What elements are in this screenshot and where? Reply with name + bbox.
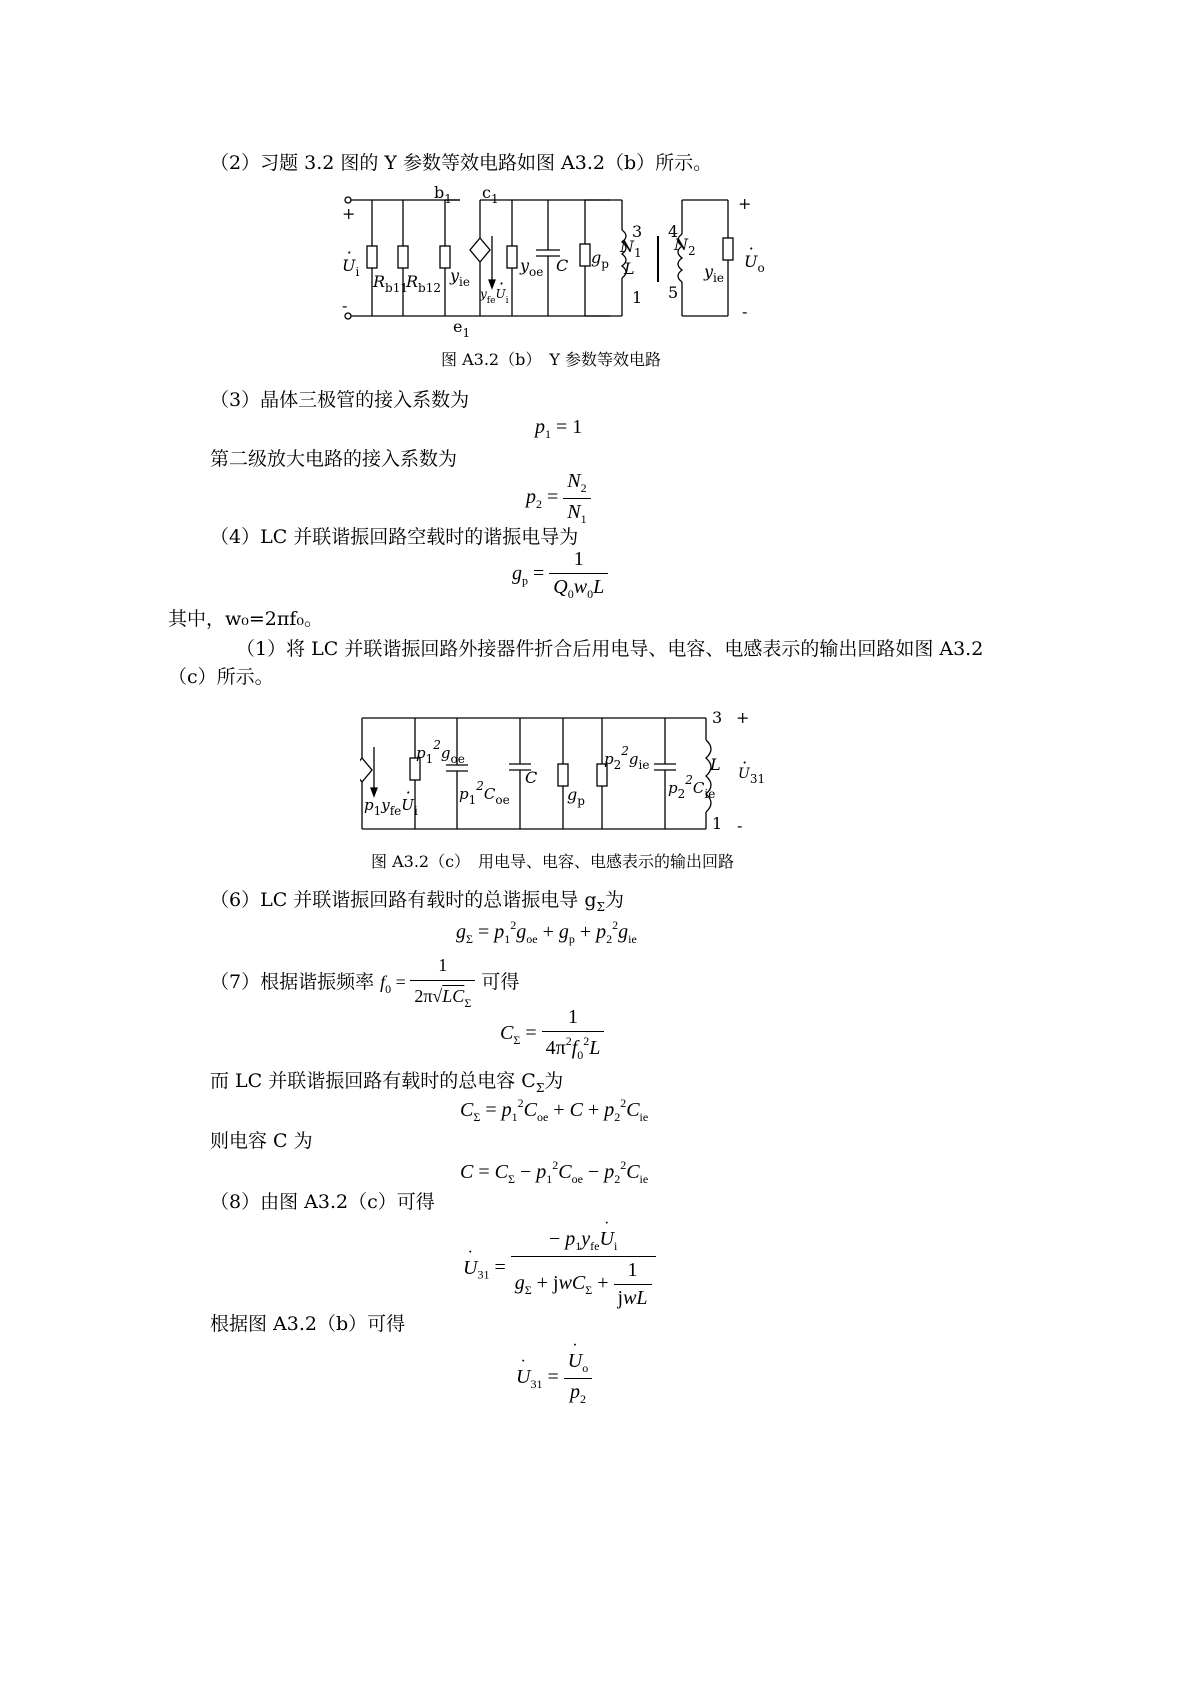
fig-c-p2gie-label: $p_2^2g_{ie}$	[604, 744, 650, 772]
paragraph-1b: （c）所示。	[168, 666, 274, 688]
fig-c-l-label: L	[710, 755, 721, 774]
fig-b-rb12-label: $R_{b12}$	[406, 272, 441, 295]
equation-c-sigma: $C_\Sigma$ = $\frac{1}{4\pi^2f_0^2L}$	[500, 1006, 604, 1063]
fig-b-yfe-label: $y_{fe}\cdot U_i$	[480, 284, 508, 311]
fig-c-p1coe-label: $p_1^2C_{oe}$	[459, 779, 510, 807]
fig-b-plus-out: +	[738, 194, 752, 213]
fig-b-gp-label: $g_p$	[591, 248, 609, 271]
fig-b-node-e1: $e_1$	[453, 317, 471, 340]
fig-b-l-label: L	[624, 259, 635, 278]
paragraph-3b: 第二级放大电路的接入系数为	[210, 448, 458, 470]
equation-u31: · $U_{31}$ = − $p_1y_{fe}\cdot U_i$ $g_\Sigma + jwC_\Sigma$ + $\frac{1}{\text{jwL}}$	[463, 1228, 656, 1310]
equation-g-sigma: $g_\Sigma = p_1^2g_{oe} + g_p + p_2^2g_{ie}$	[456, 918, 637, 946]
fig-b-pin-1: 1	[632, 288, 643, 307]
fig-c-u31-label: · U31	[738, 764, 765, 789]
fig-c-minus: -	[737, 816, 743, 835]
fig-b-pin-3: 3	[632, 222, 643, 241]
paragraph-2: （2）习题 3.2 图的 Y 参数等效电路如图 A3.2（b）所示。	[210, 152, 713, 174]
fig-b-yoe-label: $y_{oe}$	[520, 256, 544, 279]
fig-b-c-label: C	[556, 256, 569, 275]
fig-c-gp-label: $g_p$	[567, 785, 585, 808]
equation-c-sigma-sum: $C_\Sigma = p_1^2C_{oe} + C + p_2^2C_{ie}$	[460, 1096, 649, 1124]
fig-b-pin-4: 4	[668, 222, 679, 241]
paragraph-8: （8）由图 A3.2（c）可得	[210, 1191, 435, 1213]
paragraph-6: （6）LC 并联谐振回路有载时的总谐振电导 $g_\Sigma$为	[210, 889, 624, 914]
paragraph-3: （3）晶体三极管的接入系数为	[210, 389, 470, 411]
paragraph-4: （4）LC 并联谐振回路空载时的谐振电导为	[210, 526, 579, 548]
paragraph-and: 而 LC 并联谐振回路有载时的总电容 $C_\Sigma$为	[210, 1070, 564, 1095]
fig-b-n2-label: $N_2$	[674, 235, 696, 258]
fig-c-caption: 图 A3.2（c） 用电导、电容、电感表示的输出回路	[371, 852, 735, 871]
fig-b-yie-out-label: $y_{ie}$	[704, 262, 724, 285]
fig-b-n1-label: $N_1$	[620, 237, 642, 260]
fig-b-minus-in: -	[342, 296, 348, 315]
fig-b-rb11-label: $R_{b11}$	[373, 272, 408, 295]
paragraph-1: （1）将 LC 并联谐振回路外接器件折合后用电导、电容、电感表示的输出回路如图 A3.2	[236, 638, 984, 660]
fig-b-uo-label: · $U_o$	[744, 252, 765, 278]
equation-p2: $p_2$ = $\frac{N_2}{N_1}$	[526, 470, 591, 527]
fig-c-p1goe-label: $p_1^2g_{oe}$	[416, 738, 465, 766]
fig-b-ui-label: · $U_i$	[342, 256, 359, 282]
fig-b-yie-label: $y_{ie}$	[450, 266, 470, 289]
fig-c-source-label: $p_1y_{fe}\cdot U_i$	[364, 795, 418, 821]
fig-b-pin-5: 5	[668, 283, 679, 302]
fig-c-c-label: C	[525, 768, 538, 787]
fig-c-pin-3: 3	[712, 708, 723, 727]
paragraph-where: 其中，w₀=2πf₀。	[168, 608, 324, 630]
fig-b-minus-out: -	[742, 302, 748, 321]
fig-c-plus: +	[736, 708, 750, 727]
fig-c-pin-1: 1	[712, 814, 723, 833]
fig-b-plus-in: +	[342, 204, 356, 223]
fig-b-node-c1: $c_1$	[482, 183, 499, 206]
equation-p1: $p_1 = 1$	[535, 416, 583, 441]
paragraph-7: （7）根据谐振频率 $f_0$ = $\frac{1}{2\pi√LC_\Sigma}$ 可得	[210, 952, 519, 1016]
fig-c-p2cie-label: $p_2^2C_{ie}$	[668, 773, 716, 801]
paragraph-then: 则电容 C 为	[210, 1130, 313, 1152]
paragraph-by-b: 根据图 A3.2（b）可得	[210, 1313, 406, 1335]
equation-gp: $g_p$ = $\frac{1}{Q_0w_0L}$	[512, 548, 608, 602]
equation-u31-uo: · $U_{31}$ = · $\frac{U_o}{p_2}$	[516, 1350, 592, 1407]
fig-b-node-b1: $b_1$	[434, 183, 452, 206]
equation-c: $C = C_\Sigma - p_1^2C_{oe} - p_2^2C_{ie}$	[460, 1158, 649, 1186]
fig-b-caption: 图 A3.2（b） Y 参数等效电路	[441, 350, 661, 369]
